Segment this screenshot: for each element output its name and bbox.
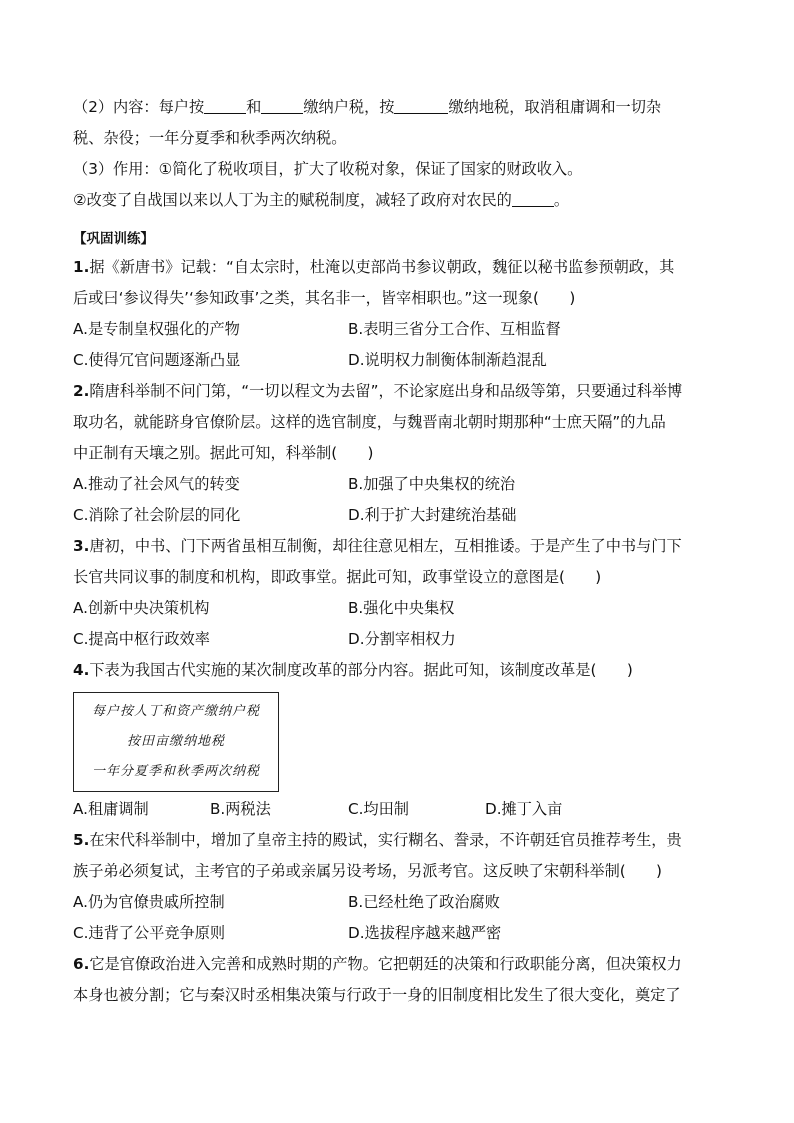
question-line xyxy=(73,531,723,562)
answer-blank[interactable] xyxy=(512,192,554,207)
options-row xyxy=(73,314,723,345)
option-c[interactable]: C.使得冗官问题逐渐凸显 xyxy=(73,351,241,369)
question-5 xyxy=(73,825,723,949)
question-line xyxy=(73,825,723,856)
options-row xyxy=(73,918,723,949)
question-text: 它是官僚政治进入完善和成熟时期的产物。它把朝廷的决策和行政职能分离，但决策权力 xyxy=(89,955,682,973)
option-a[interactable]: A.创新中央决策机构 xyxy=(73,599,210,617)
question-number: 6. xyxy=(73,955,90,973)
question-line: 族子弟必须复试，主考官的子弟或亲属另设考场，另派考官。这反映了宋朝科举制( ) xyxy=(73,862,662,880)
option-d[interactable]: D.选拔程序越来越严密 xyxy=(348,924,502,942)
options-row xyxy=(73,345,723,376)
options-row xyxy=(73,500,723,531)
option-b[interactable]: B.强化中央集权 xyxy=(348,599,455,617)
option-d[interactable]: D.利于扩大封建统治基础 xyxy=(348,506,517,524)
text-segment: 和 xyxy=(246,98,262,116)
option-b[interactable]: B.表明三省分工合作、互相监督 xyxy=(348,320,561,338)
question-line: 后或曰‘参议得失’‘参知政事’之类，其名非一，皆宰相职也。”这一现象( ) xyxy=(73,289,576,307)
options-row xyxy=(73,887,723,918)
text-segment: 缴纳户税，按 xyxy=(303,98,395,116)
answer-blank[interactable] xyxy=(394,99,448,114)
document-page xyxy=(73,92,723,1011)
answer-blank[interactable] xyxy=(204,99,246,114)
question-2 xyxy=(73,376,723,531)
option-d[interactable]: D.摊丁入亩 xyxy=(485,800,563,818)
option-c[interactable]: C.均田制 xyxy=(348,800,409,818)
question-line xyxy=(73,655,723,686)
question-line: 本身也被分割；它与秦汉时丞相集决策与行政于一身的旧制度相比发生了很大变化，奠定了 xyxy=(73,986,681,1004)
content-point-3: （3）作用：①简化了税收项目，扩大了收税对象，保证了国家的财政收入。 xyxy=(73,160,583,178)
content-point-3-cont xyxy=(73,185,723,216)
question-text: 据《新唐书》记载：“自太宗时，杜淹以吏部尚书参议朝政，魏征以秘书监参预朝政，其 xyxy=(89,258,675,276)
question-line xyxy=(73,376,723,407)
option-a[interactable]: A.仍为官僚贵戚所控制 xyxy=(73,893,225,911)
question-number: 3. xyxy=(73,537,90,555)
question-1 xyxy=(73,252,723,376)
question-text: 隋唐科举制不问门第，“一切以程文为去留”，不论家庭出身和品级等第，只要通过科举博 xyxy=(89,382,683,400)
text-segment: 。 xyxy=(553,191,570,209)
text-segment: 缴纳地税，取消租庸调和一切杂 xyxy=(448,98,662,116)
option-c[interactable]: C.消除了社会阶层的同化 xyxy=(73,506,241,524)
question-number: 4. xyxy=(73,661,90,679)
question-6 xyxy=(73,949,723,1011)
question-text: 下表为我国古代实施的某次制度改革的部分内容。据此可知，该制度改革是( ) xyxy=(89,661,633,679)
option-c[interactable]: C.违背了公平竞争原则 xyxy=(73,924,226,942)
reform-table xyxy=(73,692,279,792)
option-a[interactable]: A.租庸调制 xyxy=(73,800,149,818)
options-row xyxy=(73,469,723,500)
table-row: 一年分夏季和秋季两次纳税 xyxy=(91,764,260,779)
option-b[interactable]: B.加强了中央集权的统治 xyxy=(348,475,516,493)
text-segment: （2）内容：每户按 xyxy=(73,98,205,116)
table-row: 按田亩缴纳地税 xyxy=(126,734,225,749)
option-c[interactable]: C.提高中枢行政效率 xyxy=(73,630,210,648)
options-row xyxy=(73,794,723,825)
answer-blank[interactable] xyxy=(261,99,303,114)
option-b[interactable]: B.已经杜绝了政治腐败 xyxy=(348,893,500,911)
option-a[interactable]: A.是专制皇权强化的产物 xyxy=(73,320,240,338)
table-row: 每户按人丁和资产缴纳户税 xyxy=(91,704,260,719)
question-3 xyxy=(73,531,723,655)
question-line: 中正制有天壤之别。据此可知，科举制( ) xyxy=(73,444,374,462)
question-number: 5. xyxy=(73,831,90,849)
question-number: 2. xyxy=(73,382,90,400)
question-text: 唐初，中书、门下两省虽相互制衡，却往往意见相左，互相推诿。于是产生了中书与门下 xyxy=(89,537,682,555)
option-d[interactable]: D.说明权力制衡体制渐趋混乱 xyxy=(348,351,547,369)
options-row xyxy=(73,593,723,624)
section-heading: 【巩固训练】 xyxy=(73,231,154,247)
option-b[interactable]: B.两税法 xyxy=(210,800,271,818)
options-row xyxy=(73,624,723,655)
question-line: 长官共同议事的制度和机构，即政事堂。据此可知，政事堂设立的意图是( ) xyxy=(73,568,602,586)
text-segment: ②改变了自战国以来以人丁为主的赋税制度，减轻了政府对农民的 xyxy=(73,191,512,209)
question-number: 1. xyxy=(73,258,90,276)
question-text: 在宋代科举制中，增加了皇帝主持的殿试，实行糊名、誊录，不许朝廷官员推荐考生，贵 xyxy=(89,831,682,849)
question-4 xyxy=(73,655,723,825)
question-line: 取功名，就能跻身官僚阶层。这样的选官制度，与魏晋南北朝时期那种“士庶天隔”的九品 xyxy=(73,413,666,431)
content-point-2 xyxy=(73,92,723,123)
content-point-2-cont: 税、杂役；一年分夏季和秋季两次纳税。 xyxy=(73,129,347,147)
question-line xyxy=(73,252,723,283)
option-a[interactable]: A.推动了社会风气的转变 xyxy=(73,475,240,493)
option-d[interactable]: D.分割宰相权力 xyxy=(348,630,456,648)
question-line xyxy=(73,949,723,980)
